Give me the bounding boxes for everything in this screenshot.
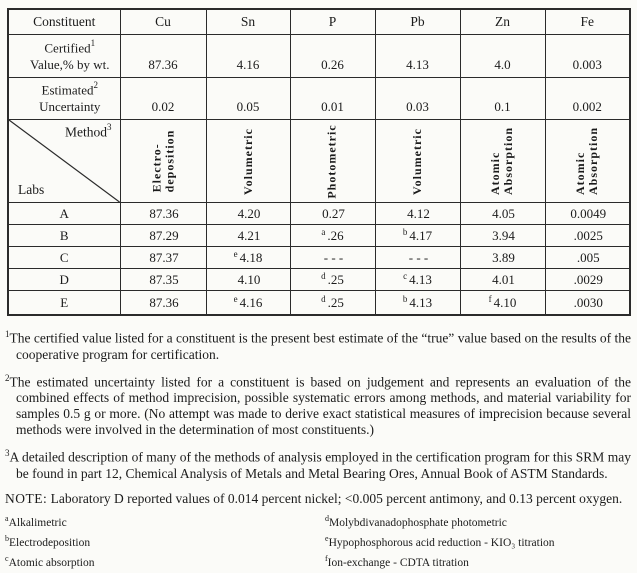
key-f: $^f$Ion-exchange - CDTA titration — [325, 554, 469, 570]
certified-cu: 87.36 — [120, 35, 206, 78]
header-col-cu: Cu — [120, 9, 206, 35]
key-c: $^c$Atomic absorption — [5, 554, 95, 570]
lab-row-d — [8, 269, 630, 291]
cell-value: 0.0049 — [570, 205, 607, 221]
cell-value: 87.35 — [149, 271, 179, 287]
note-paragraph — [5, 491, 631, 507]
note-label: NOTE: — [5, 490, 48, 506]
uncertainty-cu: 0.02 — [120, 78, 206, 120]
lab-row-a — [8, 203, 630, 225]
certification-table — [7, 8, 631, 316]
header-col-sn: Sn — [206, 9, 290, 35]
method-zn: Atomic Absorption — [460, 120, 545, 203]
cell-value: 4.21 — [237, 227, 261, 243]
header-col-p: P — [290, 9, 375, 35]
cell-value: 3.89 — [492, 249, 515, 265]
cell-value: 87.36 — [149, 205, 179, 221]
uncertainty-pb: 0.03 — [375, 78, 460, 120]
certified-value-row — [8, 35, 630, 78]
uncertainty-zn: 0.1 — [460, 78, 545, 120]
labs-label: Labs — [18, 182, 45, 198]
certified-p: 0.26 — [290, 35, 375, 78]
cell-value: - - - — [323, 249, 344, 265]
cell-value: 87.29 — [149, 227, 179, 243]
key-e: $^e$Hypophosphorous acid reduction - KIO₃ titration — [325, 534, 555, 549]
key-d: $^d$Molybdivanadophosphate photometric — [325, 513, 507, 529]
header-col-zn: Zn — [460, 9, 545, 35]
lab-letter: E — [8, 291, 120, 316]
certified-pb: 4.13 — [375, 35, 460, 78]
cell-value: $^e$ 4.16 — [233, 293, 263, 310]
lab-row-c — [8, 247, 630, 269]
cell-value: $^b$ 4.17 — [402, 226, 433, 243]
lab-letter: A — [8, 203, 120, 225]
method-cu: Electro- deposition — [120, 120, 206, 203]
lab-letter: C — [8, 247, 120, 269]
footnotes-section — [5, 326, 633, 571]
header-col-fe: Fe — [545, 9, 630, 35]
table-header-row — [8, 9, 630, 35]
certified-value-label: Certified$^1$ Value,% by wt. — [8, 35, 120, 78]
header-constituent: Constituent — [8, 9, 120, 35]
certified-sn: 4.16 — [206, 35, 290, 78]
uncertainty-fe: 0.002 — [545, 78, 630, 120]
method-key — [5, 511, 633, 572]
cell-value: 4.05 — [492, 205, 515, 221]
lab-row-b — [8, 225, 630, 247]
method-fe: Atomic Absorption — [545, 120, 630, 203]
method-sn: Volumetric — [206, 120, 290, 203]
cell-value: .005 — [576, 249, 600, 265]
cell-value: $^a$ .26 — [321, 226, 344, 243]
uncertainty-label: Estimated$^2$ Uncertainty — [8, 78, 120, 120]
certified-zn: 4.0 — [460, 35, 545, 78]
cell-value: $^e$ 4.18 — [233, 248, 263, 265]
lab-row-e — [8, 291, 630, 316]
cell-value: 4.12 — [407, 205, 430, 221]
cell-value: 0.27 — [322, 205, 345, 221]
certified-fe: 0.003 — [545, 35, 630, 78]
cell-value: 87.37 — [149, 249, 179, 265]
cell-value: 4.20 — [237, 205, 261, 221]
cell-value: .0029 — [573, 271, 603, 287]
uncertainty-sn: 0.05 — [206, 78, 290, 120]
method-key-right — [319, 511, 633, 572]
method-labs-diagonal-cell — [8, 120, 120, 203]
method-p: Photometric — [290, 120, 375, 203]
cell-value: - - - — [408, 249, 429, 265]
key-a: $^a$Alkalimetric — [5, 513, 67, 529]
cell-value: $^b$ 4.13 — [402, 293, 433, 310]
uncertainty-row — [8, 78, 630, 120]
note-text: Laboratory D reported values of 0.014 percent nickel; <0.005 percent antimony, and 0.13 percent oxygen. — [50, 490, 623, 506]
method-row — [8, 120, 630, 203]
cell-value: 3.94 — [492, 227, 515, 243]
method-pb: Volumetric — [375, 120, 460, 203]
footnote-3: $^3$A detailed description of many of the methods of analysis employed in the certification program for this SRM may be found in part 12, Chemical Analysis of Metals and Metal Bearing Ores, Annual Book of ASTM Standards. — [5, 448, 631, 481]
cell-value: .0030 — [573, 294, 603, 310]
cell-value: 4.10 — [237, 271, 261, 287]
lab-letter: D — [8, 269, 120, 291]
cell-value: 4.01 — [492, 271, 515, 287]
cell-value: $^d$ .25 — [321, 293, 344, 310]
method-label: Method$^3$ — [65, 122, 112, 140]
cell-value: $^c$ 4.13 — [403, 270, 432, 287]
lab-letter: B — [8, 225, 120, 247]
cell-value: $^d$ .25 — [321, 270, 344, 287]
uncertainty-p: 0.01 — [290, 78, 375, 120]
cell-value: 87.36 — [149, 294, 179, 310]
cell-value: .0025 — [573, 227, 603, 243]
method-key-left — [5, 511, 319, 572]
header-col-pb: Pb — [375, 9, 460, 35]
footnote-1: $^1$The certified value listed for a constituent is the present best estimate of the “true” value based on the results of the cooperative program for certification. — [5, 329, 631, 362]
key-b: $^b$Electrodeposition — [5, 534, 91, 549]
footnote-2: $^2$The estimated uncertainty listed for a constituent is based on judgement and represents an evaluation of the combined effects of method imprecision, possible systematic errors among methods, and material variability for samples 0.5 g or more. (No attempt was made to derive exact statistical measures of imprecision because several methods were involved in the determination of most constituents.) — [5, 372, 631, 438]
cell-value: $^f$ 4.10 — [488, 293, 517, 310]
